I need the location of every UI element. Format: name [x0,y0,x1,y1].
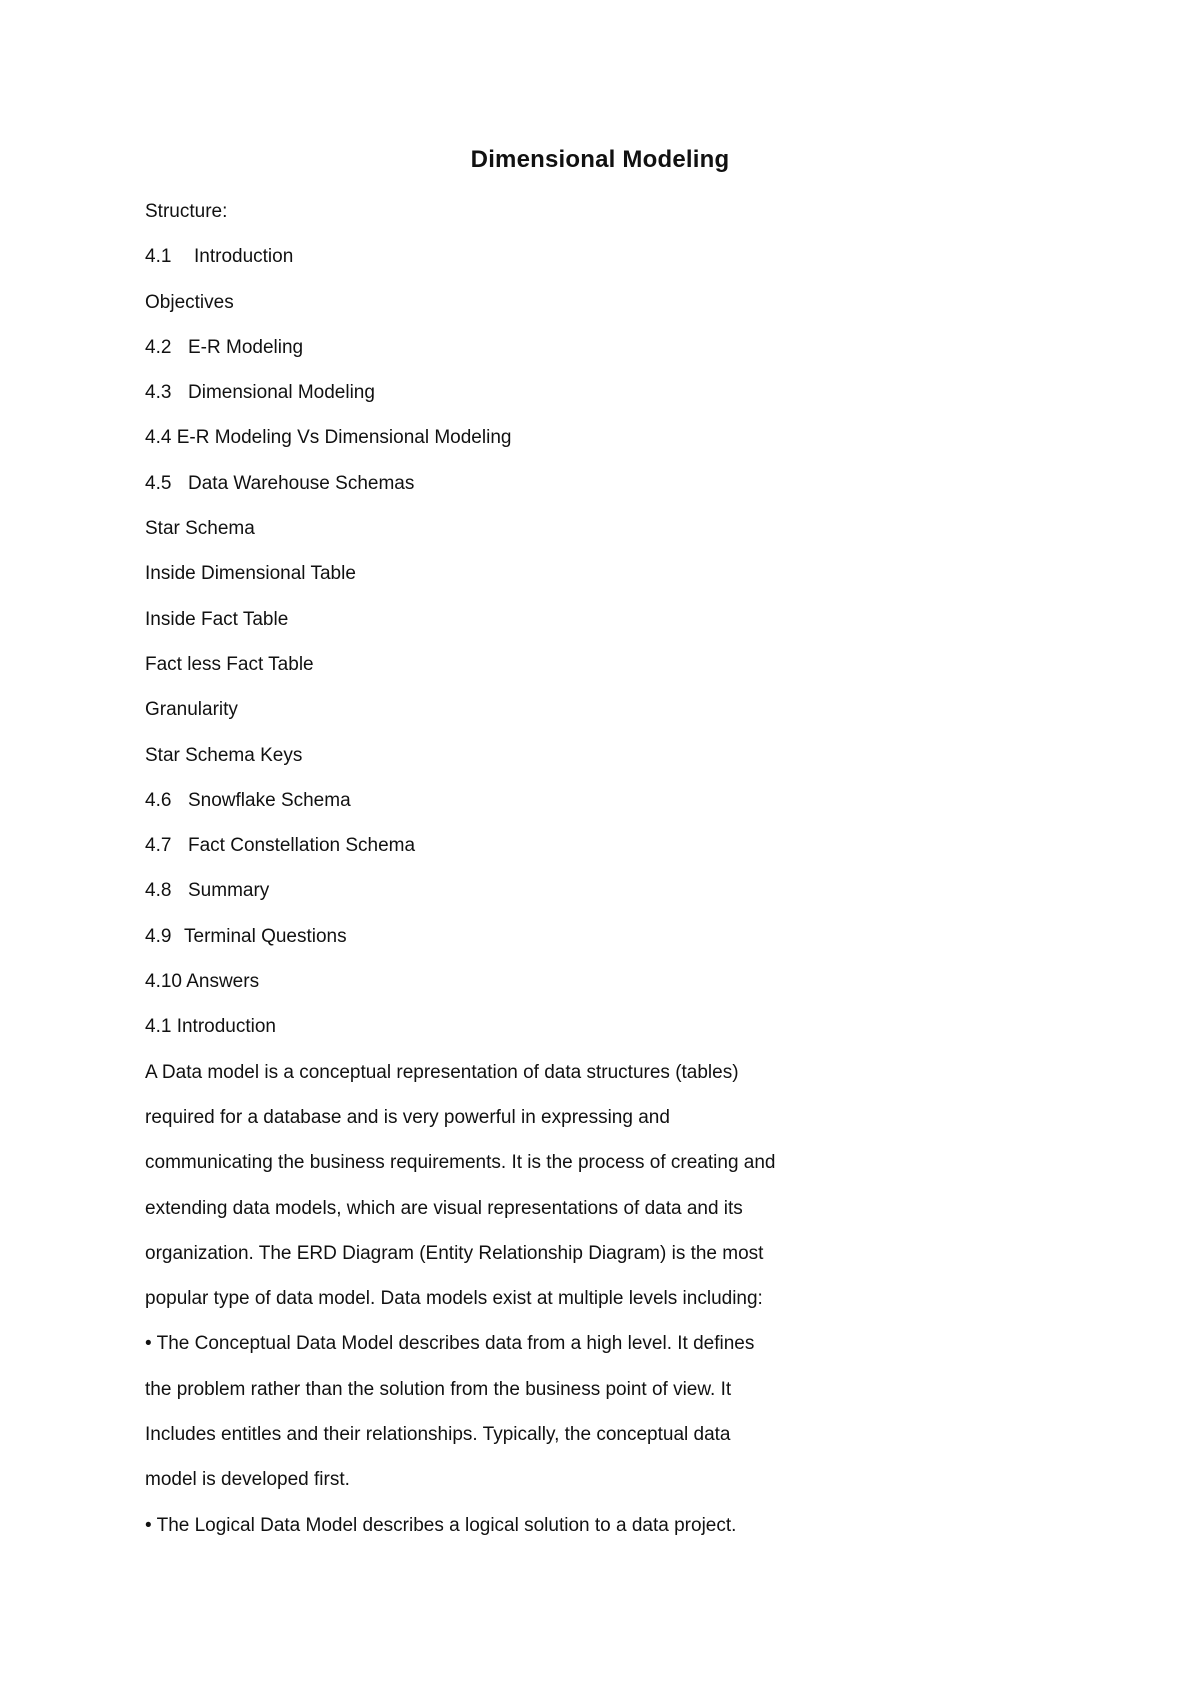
toc-item-number: 4.3 [145,382,172,404]
toc-item [145,560,865,605]
toc-item [145,424,865,469]
toc-item-text: 4.4 E-R Modeling Vs Dimensional Modeling [145,427,512,449]
toc-item-text: Data Warehouse Schemas [188,472,415,494]
toc-item [145,334,865,379]
bullet-line: • The Logical Data Model describes a logical solution to a data project. [145,1514,737,1536]
toc-item-number: 4.7 [145,835,172,857]
toc-item-text: 4.10 Answers [145,971,260,993]
toc-item-text: Terminal Questions [184,925,347,947]
toc-item-text: Introduction [194,246,294,268]
toc-item [145,243,865,288]
body-line: required for a database and is very powerful in expressing and [145,1106,670,1128]
body-line: model is developed first. [145,1469,350,1491]
structure-label: Structure: [145,201,228,222]
bullet-line: • The Conceptual Data Model describes data from a high level. It defines [145,1333,755,1355]
toc-item [145,923,865,968]
table-of-contents [145,243,865,1013]
toc-item-text: Inside Fact Table [145,608,289,630]
toc-item-text: Fact less Fact Table [145,653,314,675]
toc-item-text: Dimensional Modeling [188,382,375,404]
toc-item [145,877,865,922]
body-line: A Data model is a conceptual representation of data structures (tables) [145,1061,739,1083]
body-line: the problem rather than the solution from the business point of view. It [145,1378,732,1400]
toc-item [145,787,865,832]
toc-item [145,515,865,560]
toc-item-text: Inside Dimensional Table [145,563,356,585]
toc-item-text: Star Schema [145,518,255,540]
document-content [145,198,865,1557]
toc-item-text: Objectives [145,291,234,313]
toc-item [145,696,865,741]
toc-item-number: 4.1 [145,246,172,268]
toc-item-text: Snowflake Schema [188,789,351,811]
toc-item [145,289,865,334]
body-line: extending data models, which are visual representations of data and its [145,1197,743,1219]
toc-item-text: Star Schema Keys [145,744,303,766]
toc-item-number: 4.2 [145,336,172,358]
toc-item [145,651,865,696]
toc-item-text: Granularity [145,699,238,721]
body-line: Includes entitles and their relationships. Typically, the conceptual data [145,1424,731,1446]
toc-item-text: Summary [188,880,270,902]
toc-item [145,379,865,424]
body-paragraph [145,1059,865,1557]
section-heading: 4.1 Introduction [145,1016,276,1038]
toc-item-number: 4.6 [145,789,172,811]
body-line: popular type of data model. Data models exist at multiple levels including: [145,1288,763,1310]
toc-item [145,606,865,651]
toc-item [145,968,865,1013]
toc-item-text: E-R Modeling [188,336,304,358]
toc-item-text: Fact Constellation Schema [188,835,416,857]
body-line: organization. The ERD Diagram (Entity Relationship Diagram) is the most [145,1242,764,1264]
toc-item [145,742,865,787]
body-line: communicating the business requirements. It is the process of creating and [145,1152,776,1174]
toc-item-number: 4.9 [145,925,172,947]
toc-item-number: 4.8 [145,880,172,902]
toc-item-number: 4.5 [145,472,172,494]
page-title: Dimensional Modeling [470,146,730,173]
toc-item [145,832,865,877]
toc-item [145,470,865,515]
